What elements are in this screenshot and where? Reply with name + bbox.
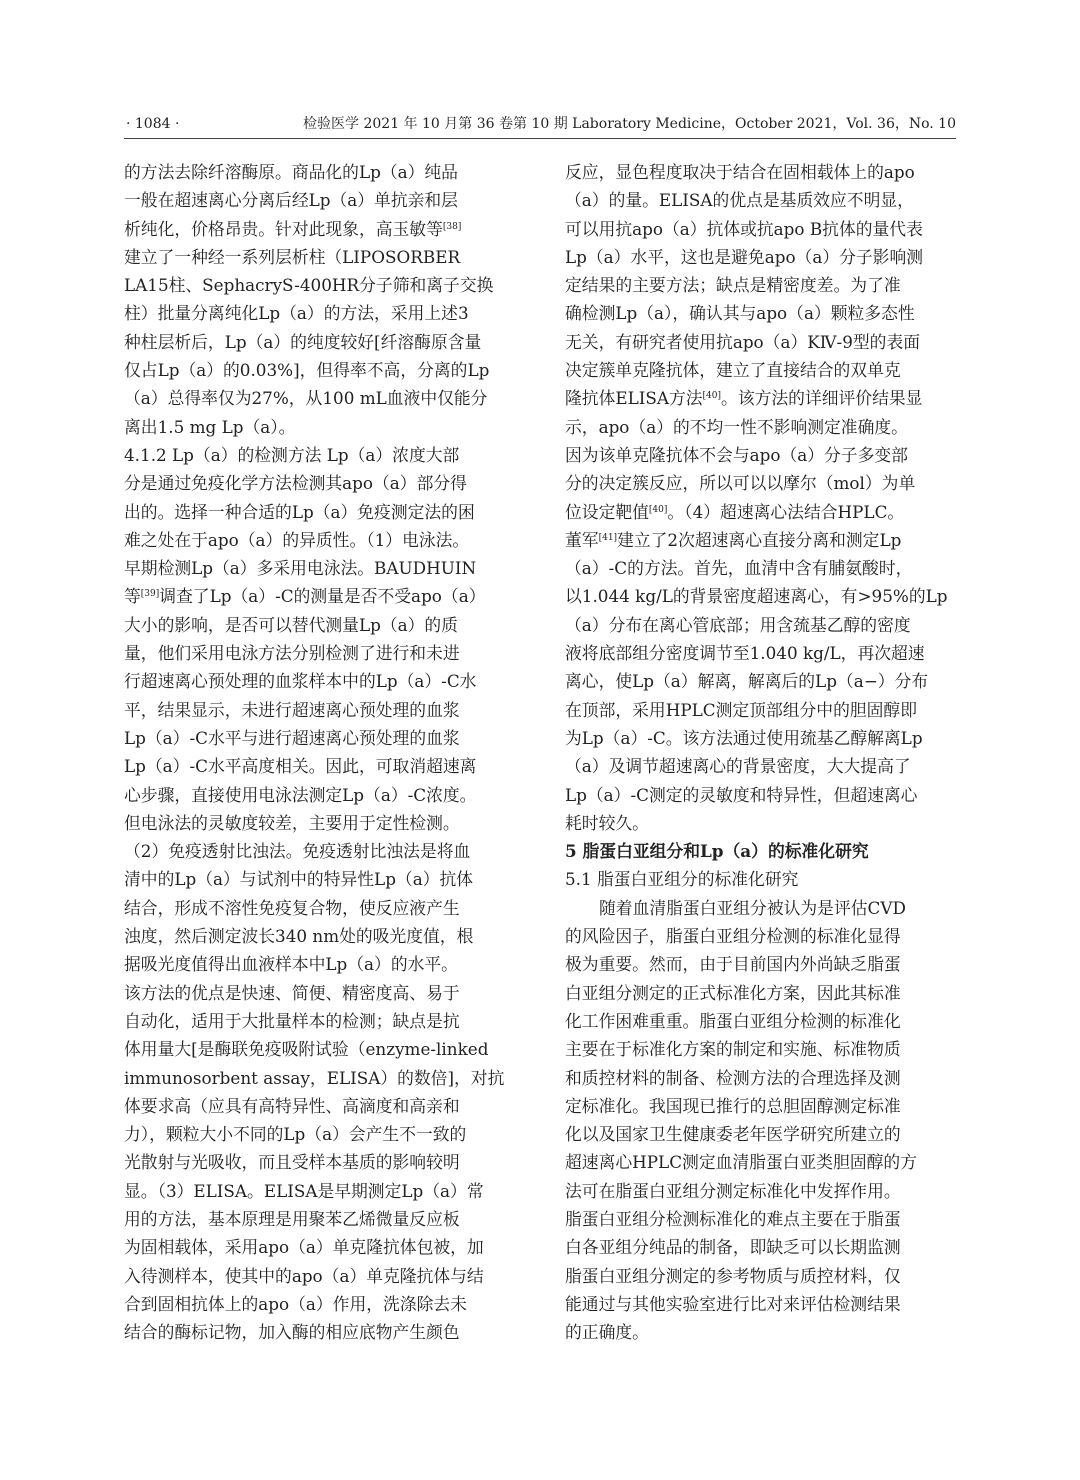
- line-text: 入待测样本，使其中的apo（a）单克隆抗体与结: [124, 1265, 484, 1286]
- line-text: 清中的Lp（a）与试剂中的特异性Lp（a）抗体: [124, 869, 474, 890]
- line-text: 难之处在于apo（a）的异质性。（1）电泳法。: [124, 529, 470, 550]
- line-text: 等: [124, 586, 141, 607]
- text-line: [124, 1092, 516, 1120]
- text-line: [565, 1064, 957, 1092]
- line-text: 化以及国家卫生健康委老年医学研究所建立的: [565, 1124, 901, 1145]
- line-text: Lp（a）-C测定的灵敏度和特异性，但超速离心: [565, 784, 918, 805]
- text-line: [124, 865, 516, 893]
- left-text-column: [124, 158, 516, 1346]
- section-heading: [565, 837, 957, 865]
- text-line: [565, 328, 957, 356]
- line-text: 大小的影响，是否可以替代测量Lp（a）的质: [124, 614, 458, 635]
- text-line: [565, 1007, 957, 1035]
- text-line: [565, 1092, 957, 1120]
- right-text-column: [565, 158, 957, 1346]
- line-text: 光散射与光吸收，而且受样本基质的影响较明: [124, 1152, 460, 1173]
- line-text: 但电泳法的灵敏度较差，主要用于定性检测。: [124, 812, 460, 833]
- text-line: [124, 413, 516, 441]
- text-line: [565, 1205, 957, 1233]
- line-text: 5.1 脂蛋白亚组分的标准化研究: [565, 869, 799, 890]
- line-text: 随着血清脂蛋白亚组分被认为是评估CVD: [599, 897, 906, 918]
- text-line: [565, 498, 957, 526]
- text-line: [565, 1290, 957, 1318]
- line-text: 该方法的优点是快速、简便、精密度高、易于: [124, 982, 460, 1003]
- text-line: [565, 950, 957, 978]
- line-text: 脂蛋白亚组分检测标准化的难点主要在于脂蛋: [565, 1208, 901, 1229]
- line-text: （a）总得率仅为27%，从100 mL血液中仅能分: [124, 388, 488, 409]
- line-text: 离心，使Lp（a）解离，解离后的Lp（a−）分布: [565, 671, 929, 692]
- line-text: 的方法去除纤溶酶原。商品化的Lp（a）纯品: [124, 162, 458, 182]
- line-text: 隆抗体ELISA方法: [565, 388, 703, 409]
- text-line: [565, 299, 957, 327]
- text-line: [565, 526, 957, 554]
- line-text: 位设定靶值: [565, 501, 649, 522]
- text-line: [565, 554, 957, 582]
- line-text: （a）分布在离心管底部；用含巯基乙醇的密度: [565, 614, 911, 635]
- text-line: [565, 865, 957, 893]
- line-text: 分是通过免疫化学方法检测其apo（a）部分得: [124, 473, 467, 494]
- text-line: [565, 696, 957, 724]
- text-line: [565, 582, 957, 610]
- text-line: [124, 356, 516, 384]
- line-text: immunosorbent assay，ELISA）的数倍]，对抗: [124, 1067, 505, 1088]
- journal-citation: 检验医学 2021 年 10 月第 36 卷第 10 期 Laboratory Medicine，October 2021，Vol. 36，No. 10: [303, 116, 956, 132]
- text-line: [124, 1177, 516, 1205]
- text-line: [124, 639, 516, 667]
- line-text: 因为该单克隆抗体不会与apo（a）分子多变部: [565, 444, 908, 465]
- line-text: Lp（a）-C水平与进行超速离心预处理的血浆: [124, 727, 460, 748]
- text-line: [124, 1290, 516, 1318]
- line-text: 仅占Lp（a）的0.03%]，但得率不高，分离的Lp: [124, 360, 490, 381]
- text-line: [124, 979, 516, 1007]
- text-line: [124, 1120, 516, 1148]
- line-text: 4.1.2 Lp（a）的检测方法 Lp（a）浓度大部: [124, 444, 460, 465]
- line-text: 白亚组分测定的正式标准化方案，因此其标准: [565, 982, 901, 1003]
- line-text: （a）的量。ELISA的优点是基质效应不明显，: [565, 190, 914, 211]
- line-text: 耗时较久。: [565, 812, 649, 833]
- line-text: 为Lp（a）-C。该方法通过使用巯基乙醇解离Lp: [565, 727, 923, 748]
- line-text: 显。（3）ELISA。ELISA是早期测定Lp（a）常: [124, 1180, 484, 1201]
- line-text: 浊度，然后测定波长340 nm处的吸光度值，根: [124, 926, 474, 947]
- line-text: （2）免疫透射比浊法。免疫透射比浊法是将血: [124, 841, 471, 862]
- line-text: 反应，显色程度取决于结合在固相载体上的apo: [565, 162, 915, 182]
- line-text: 力），颗粒大小不同的Lp（a）会产生不一致的: [124, 1124, 467, 1145]
- line-text: 据吸光度值得出血液样本中Lp（a）的水平。: [124, 954, 458, 975]
- line-text: 的风险因子，脂蛋白亚组分检测的标准化显得: [565, 926, 901, 947]
- text-line: [124, 328, 516, 356]
- text-line: [124, 667, 516, 695]
- text-line: [565, 215, 957, 243]
- text-line: [124, 837, 516, 865]
- text-line: [124, 809, 516, 837]
- line-text: 柱）批量分离纯化Lp（a）的方法，采用上述3: [124, 303, 469, 324]
- line-text: 定结果的主要方法；缺点是精密度差。为了准: [565, 275, 901, 296]
- citation-ref: [38]: [442, 221, 462, 232]
- text-line: [124, 1318, 516, 1346]
- running-header: [126, 114, 956, 134]
- line-text: 结合，形成不溶性免疫复合物，使反应液产生: [124, 897, 460, 918]
- text-line: [124, 582, 516, 610]
- text-line: [124, 526, 516, 554]
- line-text: 为固相载体，采用apo（a）单克隆抗体包被，加: [124, 1237, 484, 1258]
- line-text: 量，他们采用电泳方法分别检测了进行和未进: [124, 643, 460, 664]
- text-line: [565, 667, 957, 695]
- text-line: [124, 894, 516, 922]
- citation-ref: [40]: [648, 504, 668, 515]
- text-line: [565, 809, 957, 837]
- text-line: [124, 1262, 516, 1290]
- text-line: [565, 158, 957, 186]
- line-text: 种柱层析后，Lp（a）的纯度较好[纤溶酶原含量: [124, 331, 482, 352]
- line-text: 确检测Lp（a），确认其与apo（a）颗粒多态性: [565, 303, 915, 324]
- line-text: 调查了Lp（a）-C的测量是否不受apo（a）: [159, 586, 486, 607]
- line-text: 体要求高（应具有高特异性、高滴度和高亲和: [124, 1095, 460, 1116]
- line-text: 在顶部，采用HPLC测定顶部组分中的胆固醇即: [565, 699, 917, 720]
- text-line: [124, 781, 516, 809]
- text-line: [565, 1262, 957, 1290]
- text-line: [565, 1148, 957, 1176]
- text-line: [565, 1177, 957, 1205]
- line-text: 无关，有研究者使用抗apo（a）KⅣ-9型的表面: [565, 331, 921, 352]
- line-text: 建立了一种经一系列层析柱（LIPOSORBER: [124, 246, 461, 267]
- line-text: 一般在超速离心分离后经Lp（a）单抗亲和层: [124, 190, 458, 211]
- text-line: [124, 441, 516, 469]
- text-line: [124, 1233, 516, 1261]
- line-text: 体用量大[是酶联免疫吸附试验（enzyme-linked: [124, 1039, 489, 1060]
- text-line: [565, 611, 957, 639]
- line-text: 用的方法，基本原理是用聚苯乙烯微量反应板: [124, 1208, 460, 1229]
- text-line: [565, 441, 957, 469]
- line-text: 和质控材料的制备、检测方法的合理选择及测: [565, 1067, 901, 1088]
- text-line: [124, 186, 516, 214]
- text-line: [124, 696, 516, 724]
- line-text: Lp（a）水平，这也是避免apo（a）分子影响测: [565, 246, 924, 267]
- line-text: 极为重要。然而，由于目前国内外尚缺乏脂蛋: [565, 954, 901, 975]
- line-text: 决定簇单克隆抗体，建立了直接结合的双单克: [565, 360, 901, 381]
- line-text: 建立了2次超速离心直接分离和测定Lp: [617, 529, 902, 550]
- line-text: 分的决定簇反应，所以可以以摩尔（mol）为单: [565, 473, 916, 494]
- text-line: [565, 979, 957, 1007]
- line-text: 脂蛋白亚组分测定的参考物质与质控材料，仅: [565, 1265, 901, 1286]
- line-text: 液将底部组分密度调节至1.040 kg/L，再次超速: [565, 643, 925, 664]
- text-line: [565, 752, 957, 780]
- line-text: 自动化，适用于大批量样本的检测；缺点是抗: [124, 1010, 460, 1031]
- line-text: 5 脂蛋白亚组分和Lp（a）的标准化研究: [565, 841, 869, 862]
- line-text: 。（4）超速离心法结合HPLC。: [667, 501, 905, 522]
- text-line: [124, 1064, 516, 1092]
- line-text: 早期检测Lp（a）多采用电泳法。BAUDHUIN: [124, 558, 477, 579]
- line-text: 平，结果显示，未进行超速离心预处理的血浆: [124, 699, 460, 720]
- text-line: [124, 611, 516, 639]
- line-text: 主要在于标准化方案的制定和实施、标准物质: [565, 1039, 901, 1060]
- text-line: [124, 299, 516, 327]
- header-rule: [124, 138, 956, 139]
- text-line: [565, 1035, 957, 1063]
- line-text: 析纯化，价格昂贵。针对此现象，高玉敏等: [124, 218, 443, 239]
- text-line: [565, 1233, 957, 1261]
- text-line: [124, 158, 516, 186]
- line-text: 合到固相抗体上的apo（a）作用，洗涤除去未: [124, 1293, 467, 1314]
- text-line: [124, 950, 516, 978]
- line-text: 心步骤，直接使用电泳法测定Lp（a）-C浓度。: [124, 784, 477, 805]
- line-text: 的正确度。: [565, 1322, 649, 1343]
- text-line: [124, 1007, 516, 1035]
- text-line: [124, 498, 516, 526]
- text-line: [124, 1205, 516, 1233]
- text-line: [565, 639, 957, 667]
- text-line: [565, 356, 957, 384]
- text-line: [124, 554, 516, 582]
- line-text: 离出1.5 mg Lp（a）。: [124, 416, 296, 437]
- text-line: [565, 469, 957, 497]
- text-line: [124, 271, 516, 299]
- text-line: [565, 186, 957, 214]
- page-number: · 1084 ·: [126, 116, 180, 132]
- line-text: 超速离心HPLC测定血清脂蛋白亚类胆固醇的方: [565, 1152, 917, 1173]
- line-text: 能通过与其他实验室进行比对来评估检测结果: [565, 1293, 901, 1314]
- text-line: [565, 243, 957, 271]
- citation-ref: [39]: [140, 589, 160, 600]
- citation-ref: [40]: [702, 391, 722, 402]
- text-line: [565, 1318, 957, 1346]
- line-text: 法可在脂蛋白亚组分测定标准化中发挥作用。: [565, 1180, 901, 1201]
- line-text: LA15柱、SephacryS-400HR分子筛和离子交换: [124, 275, 494, 296]
- text-line: [124, 469, 516, 497]
- line-text: （a）-C的方法。首先，血清中含有脯氨酸时，: [565, 558, 913, 579]
- text-line: [124, 243, 516, 271]
- line-text: 结合的酶标记物，加入酶的相应底物产生颜色: [124, 1322, 460, 1343]
- line-text: 董军: [565, 529, 599, 550]
- line-text: 白各亚组分纯品的制备，即缺乏可以长期监测: [565, 1237, 901, 1258]
- line-text: 化工作困难重重。脂蛋白亚组分检测的标准化: [565, 1010, 901, 1031]
- text-line: [565, 384, 957, 412]
- line-text: 出的。选择一种合适的Lp（a）免疫测定法的困: [124, 501, 475, 522]
- text-line: [124, 752, 516, 780]
- text-line: [124, 724, 516, 752]
- text-line: [124, 922, 516, 950]
- text-line: [565, 1120, 957, 1148]
- line-text: Lp（a）-C水平高度相关。因此，可取消超速离: [124, 756, 477, 777]
- text-line: [124, 384, 516, 412]
- text-line: [565, 413, 957, 441]
- text-line: [565, 922, 957, 950]
- line-text: 行超速离心预处理的血浆样本中的Lp（a）-C水: [124, 671, 477, 692]
- line-text: 可以用抗apo（a）抗体或抗apo B抗体的量代表: [565, 218, 923, 239]
- line-text: 示，apo（a）的不均一性不影响测定准确度。: [565, 416, 908, 437]
- text-line: [565, 271, 957, 299]
- line-text: 以1.044 kg/L的背景密度超速离心，有>95%的Lp: [565, 586, 948, 607]
- text-line: [565, 781, 957, 809]
- text-line: [124, 1148, 516, 1176]
- line-text: 定标准化。我国现已推行的总胆固醇测定标准: [565, 1095, 901, 1116]
- text-line: [565, 724, 957, 752]
- citation-ref: [41]: [598, 532, 618, 543]
- text-line: [124, 1035, 516, 1063]
- line-text: （a）及调节超速离心的背景密度，大大提高了: [565, 756, 911, 777]
- text-line: [565, 894, 957, 922]
- text-line: [124, 215, 516, 243]
- line-text: 。该方法的详细评价结果显: [721, 388, 923, 409]
